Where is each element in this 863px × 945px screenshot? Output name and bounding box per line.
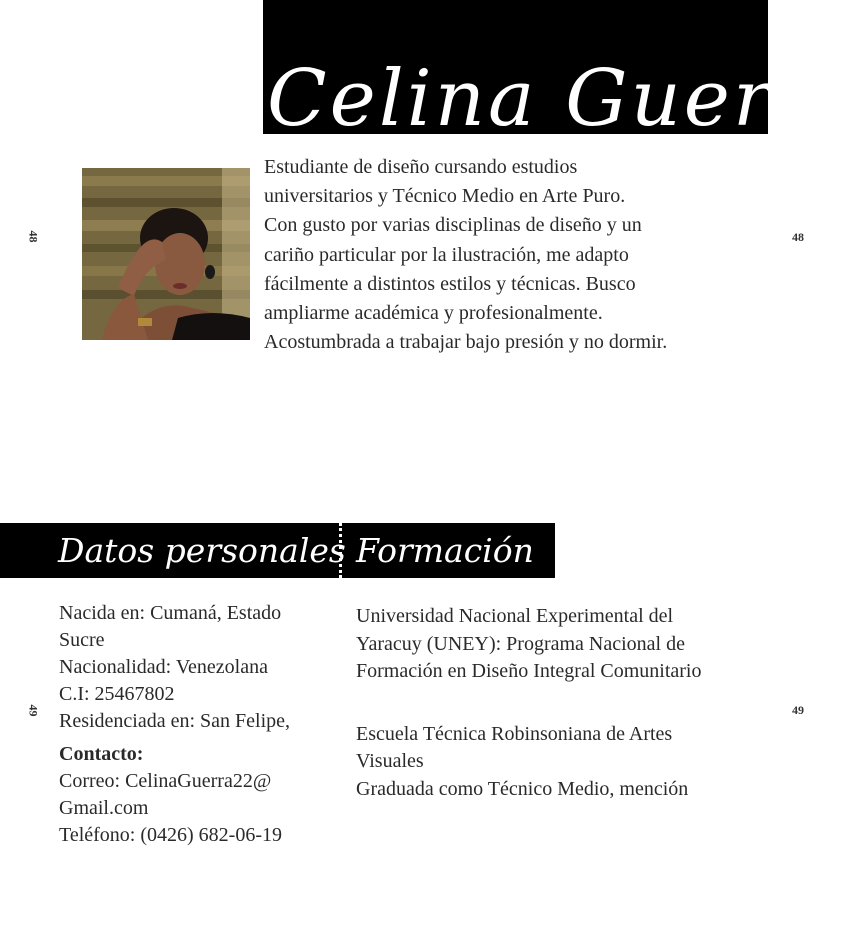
email-cont: Gmail.com [59, 797, 149, 819]
education [356, 603, 776, 803]
page-number-right-bottom: 49 [792, 703, 804, 717]
portrait-illustration [82, 168, 250, 340]
section-divider [339, 523, 342, 578]
birth-place: Nacida en: Cumaná, Estado [59, 602, 282, 624]
section-band [0, 523, 555, 578]
bio-line: fácilmente a distintos estilos y técnicas. Busco [264, 272, 636, 295]
nationality: Nacionalidad: Venezolana [59, 656, 268, 678]
education-entry-line: Visuales [356, 750, 424, 772]
page-title: Celina Guerra [267, 54, 863, 144]
education-entry-line: Formación en Diseño Integral Comunitario [356, 660, 702, 682]
residence: Residenciada en: San Felipe, [59, 710, 291, 732]
page-number-left-top: 48 [26, 230, 41, 243]
section-title-education: Formación [356, 531, 534, 570]
id-number: C.I: 25467802 [59, 683, 175, 705]
personal-data [59, 600, 334, 849]
bio-line: Acostumbrada a trabajar bajo presión y no dormir. [264, 331, 668, 354]
title-band [263, 0, 863, 144]
education-entry-line: Universidad Nacional Experimental del [356, 605, 674, 627]
contact-heading: Contacto: [59, 743, 144, 765]
bio-line: Con gusto por varias disciplinas de diseño y un [264, 214, 642, 237]
section-title-personal: Datos personales [58, 531, 346, 570]
bio-line: ampliarme académica y profesionalmente. [264, 302, 603, 325]
bio-line: universitarios y Técnico Medio en Arte Puro. [264, 185, 626, 208]
phone: Teléfono: (0426) 682-06-19 [59, 824, 282, 846]
bio-line: cariño particular por la ilustración, me adapto [264, 243, 629, 266]
birth-place-cont: Sucre [59, 629, 105, 651]
bio-line: Estudiante de diseño cursando estudios [264, 156, 578, 178]
page-number-right-top: 48 [792, 230, 804, 244]
education-entry-line: Graduada como Técnico Medio, mención [356, 777, 689, 800]
page-number-left-bottom: 49 [26, 704, 41, 717]
email: Correo: CelinaGuerra22@ [59, 770, 272, 792]
education-entry-line: Yaracuy (UNEY): Programa Nacional de [356, 632, 685, 655]
profile-photo [82, 168, 250, 340]
bio-paragraph [264, 153, 744, 357]
education-entry-line: Escuela Técnica Robinsoniana de Artes [356, 722, 673, 745]
